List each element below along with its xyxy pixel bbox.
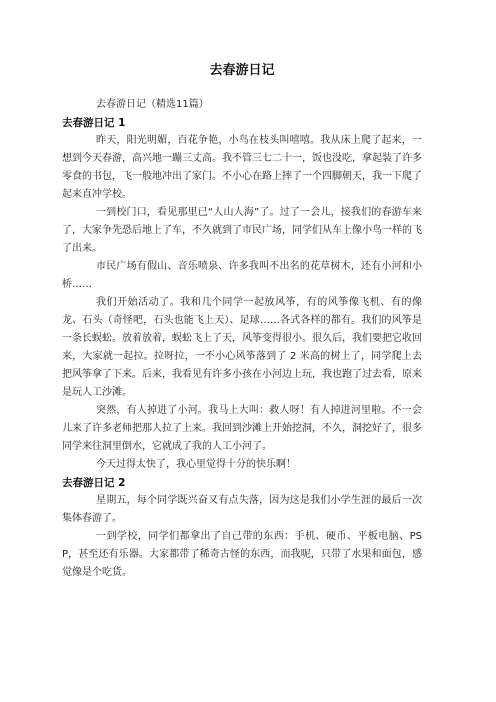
document-title: 去春游日记 (209, 63, 275, 78)
paragraph: 一到校门口，看见那里已“人山人海”了。过了一会儿，接我们的春游车来了，大家争先恐后地上了车，不久就到了市民广场，同学们从车上像小鸟一样的飞了出来。 (62, 207, 422, 254)
paragraph: 一到学校，同学们都拿出了自己带的东西：手机、硬币、平板电脑、PSP，甚至还有乐器。大家都带了稀奇古怪的东西，而我呢，只带了水果和面包，感觉像是个吃货。 (62, 531, 422, 578)
paragraph: 我们开始活动了。我和几个同学一起放风筝，有的风筝像飞机、有的像龙、石头（奇怪吧，石头也能飞上天）、足球……各式各样的都有。我们的风筝是一条长蜈蚣。放着放着，蜈蚣飞上了天，风筝变得很小。很久后，我们要把它收回来，大家就一起拉。拉呀拉，一不小心风筝落到了 2 米高的树上了，同学爬上去把风筝拿了下来。后来，我看见有许多小孩在小河边上玩，我也跑了过去看，原来是玩人工沙滩。 (62, 297, 422, 398)
section-1 (62, 114, 422, 474)
section-heading: 去春游日记 2 (62, 477, 126, 489)
paragraph: 星期五，每个同学既兴奋又有点失落，因为这是我们小学生涯的最后一次集体春游了。 (62, 495, 422, 524)
paragraph: 市民广场有假山、音乐喷泉、许多我叫不出名的花草树木，还有小河和小桥…… (62, 261, 422, 290)
paragraph: 今天过得太快了，我心里觉得十分的快乐啊！ (96, 459, 296, 470)
section-heading: 去春游日记 1 (62, 117, 126, 129)
paragraph: 昨天，阳光明媚，百花争艳，小鸟在枝头叫嘻嘻。我从床上爬了起来，一想到今天春游，高兴地一蹦三丈高。我不管三七二十一，饭也没吃，拿起装了许多零食的书包，飞一般地冲出了家门。不小心在路上摔了一个四脚朝天，我一下爬了起来直冲学校。 (62, 135, 422, 200)
paragraph: 突然，有人掉进了小河。我马上大叫：救人呀！有人掉进河里啦。不一会儿来了许多老师把那人拉了上来。我回到沙滩上开始挖洞，不久，洞挖好了，很多同学来往洞里倒水，它就成了我的人工小河了。 (62, 405, 422, 452)
document-subtitle: 去春游日记（精选11篇） (96, 99, 209, 110)
section-2 (62, 474, 422, 582)
